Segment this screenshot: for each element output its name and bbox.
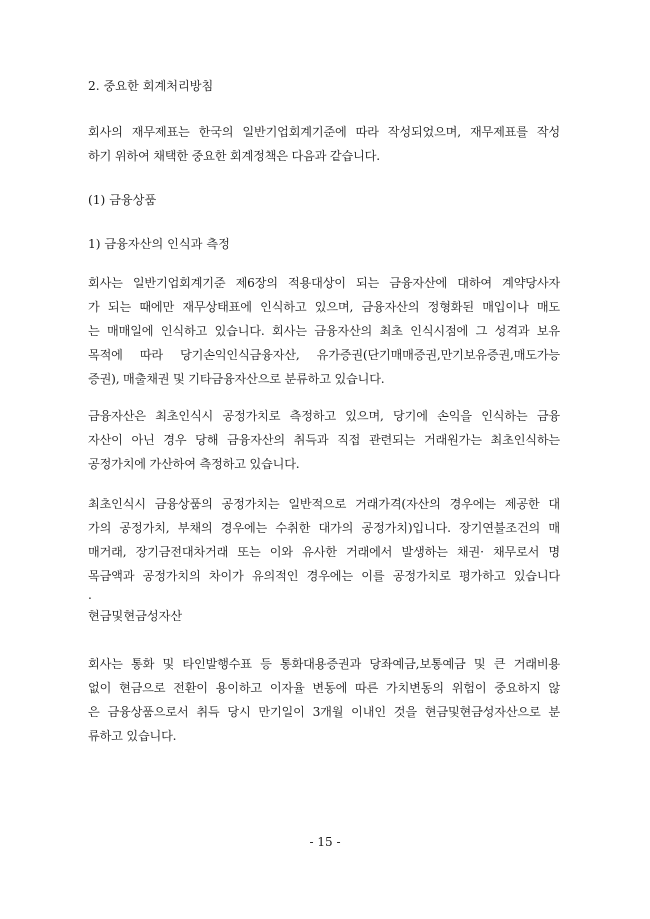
intro-line: 회사의 재무제표는 한국의 일반기업회계기준에 따라 작성되었으며, 재무제표를 작성 xyxy=(88,125,560,139)
measurement-line: 금융자산은 최초인식시 공정가치로 측정하고 있으며, 당기에 손익을 인식하는 금융 xyxy=(88,409,560,423)
section-title: 2. 중요한 회계처리방침 xyxy=(88,79,214,93)
fair-value-paragraph xyxy=(88,492,560,602)
intro-paragraph xyxy=(88,120,560,168)
cash-line: 없이 현금으로 전환이 용이하고 이자율 변동에 따른 가치변동의 위험이 중요하지 않 xyxy=(88,681,560,695)
cash-line: 회사는 통화 및 타인발행수표 등 통화대용증권과 당좌예금,보통예금 및 큰 거래비용 xyxy=(88,657,560,671)
measurement-line: 자산이 아닌 경우 당해 금융자산의 취득과 직접 관련되는 거래원가는 최초인식하는 xyxy=(88,433,560,447)
cash-line: 류하고 있습니다. xyxy=(88,729,177,743)
recognition-line: 회사는 일반기업회계기준 제6장의 적용대상이 되는 금융자산에 대하여 계약당사자 xyxy=(88,276,560,290)
measurement-line: 공정가치에 가산하여 측정하고 있습니다. xyxy=(88,457,300,471)
page-number: - 15 - xyxy=(309,835,341,849)
intro-line: 하기 위하여 채택한 중요한 회계정책은 다음과 같습니다. xyxy=(88,149,380,163)
recognition-line: 는 매매일에 인식하고 있습니다. 회사는 금융자산의 최초 인식시점에 그 성격과 보유 xyxy=(88,324,560,338)
fair-value-line: 가의 공정가치, 부채의 경우에는 수취한 대가의 공정가치)입니다. 장기연불조건의 매 xyxy=(88,521,560,535)
recognition-line: 목적에 따라 당기손익인식금융자산, 유가증권(단기매매증권,만기보유증권,매도가능 xyxy=(88,348,560,362)
fair-value-line: . xyxy=(88,588,92,602)
fair-value-line: 목금액과 공정가치의 차이가 유의적인 경우에는 이를 공정가치로 평가하고 있습니다 xyxy=(88,569,560,583)
cash-heading: 현금및현금성자산 xyxy=(88,609,183,623)
recognition-paragraph xyxy=(88,271,560,391)
measurement-paragraph xyxy=(88,404,560,476)
cash-line: 은 금융상품으로서 취득 당시 만기일이 3개월 이내인 것을 현금및현금성자산으로 분 xyxy=(88,705,560,719)
cash-paragraph xyxy=(88,652,560,748)
recognition-line: 가 되는 때에만 재무상태표에 인식하고 있으며, 금융자산의 정형화된 매입이나 매도 xyxy=(88,300,560,314)
fair-value-line: 최초인식시 금융상품의 공정가치는 일반적으로 거래가격(자산의 경우에는 제공한 대 xyxy=(88,497,560,511)
subsection-heading-financial-instruments: (1) 금융상품 xyxy=(88,193,157,207)
recognition-line: 증권), 매출채권 및 기타금융자산으로 분류하고 있습니다. xyxy=(88,372,385,386)
fair-value-line: 매거래, 장기금전대차거래 또는 이와 유사한 거래에서 발생하는 채권· 채무로서 명 xyxy=(88,545,560,559)
subsection-heading-recognition: 1) 금융자산의 인식과 측정 xyxy=(88,237,230,251)
